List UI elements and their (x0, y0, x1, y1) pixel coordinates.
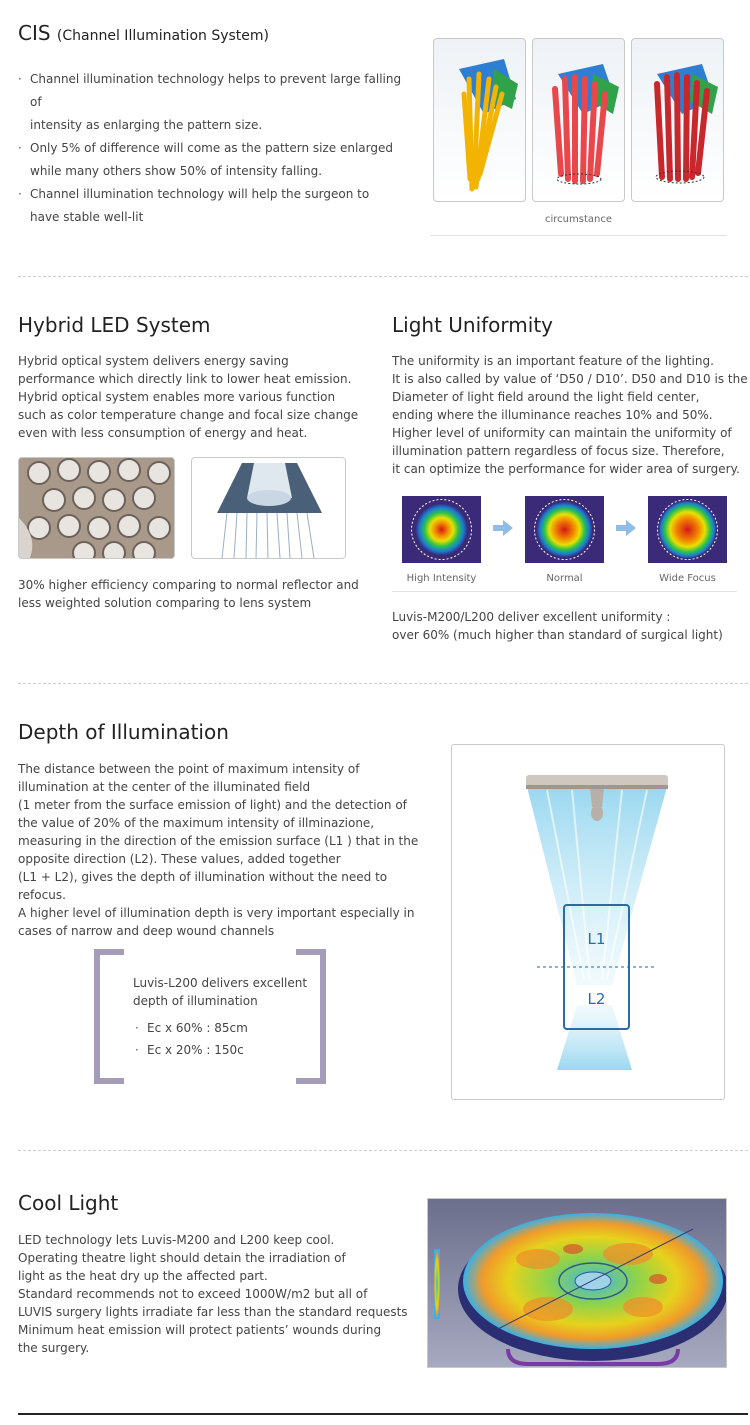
cool-section (0, 1151, 750, 1411)
hybrid-title: Hybrid LED System (18, 313, 211, 337)
depth-section (0, 684, 750, 1146)
cis-bullet: · Channel illumination technology helps to prevent large falling of intensity as enlarging the pattern size. (18, 68, 413, 137)
uniformity-pattern-high (402, 496, 481, 563)
hybrid-section (0, 277, 370, 682)
uniformity-title: Light Uniformity (392, 313, 554, 337)
uniformity-label-wide: Wide Focus (659, 573, 716, 584)
uniformity-pattern-normal (525, 496, 604, 563)
uniformity-caption-line (392, 591, 737, 592)
cis-illustration-yellow (433, 38, 526, 202)
cool-title: Cool Light (18, 1191, 119, 1215)
depth-value-item: · Ec x 20% : 150c (135, 1039, 310, 1061)
depth-values (135, 1017, 310, 1061)
depth-bracket-left (94, 949, 124, 1084)
hybrid-reflector-diagram (191, 457, 346, 559)
arrow-right-icon (493, 520, 513, 536)
uniformity-pattern-wide (648, 496, 727, 563)
cis-title (18, 20, 269, 49)
cis-illustration-red-wide (631, 38, 724, 202)
depth-body: The distance between the point of maximum intensity of illumination at the center of the illuminated field (1 meter from the surface emission of light) and the detection of the value of 20% of the maximum intensity of illminazione, measuring in the direction of the emission surface (L1 ) that in the opposite direction (L2). These values, added together (L1 + L2), gives the depth of illumination without the need to refocus. A higher level of illumination depth is very important especially in cases of narrow and deep wound channels (18, 762, 419, 938)
cool-thermal-image (427, 1198, 727, 1368)
hybrid-note: 30% higher efficiency comparing to normal reflector and less weighted solution comparing to lens system (18, 578, 359, 610)
cool-body: LED technology lets Luvis-M200 and L200 keep cool. Operating theatre light should detain the irradiation of light as the heat dry up the affected part. Standard recommends not to exceed 1000W/m2 but all of LUVIS surgery lights irradiate far less than the standard requests Minimum heat emission will protect patients’ wounds during the surgery. (18, 1233, 408, 1355)
cis-title-main: CIS (18, 21, 51, 45)
cis-caption: circumstance (545, 214, 612, 225)
cis-bullets (18, 68, 413, 229)
depth-title: Depth of Illumination (18, 720, 229, 744)
cis-bullet: · Only 5% of difference will come as the pattern size enlarged while many others show 50% of intensity falling. (18, 137, 413, 183)
footer-line (18, 1413, 748, 1415)
hybrid-led-photo (18, 457, 175, 559)
depth-range-box (563, 904, 630, 1030)
cis-bullet: · Channel illumination technology will help the surgeon to have stable well-lit (18, 183, 413, 229)
depth-l1-label: L1 (587, 930, 606, 948)
uniformity-body: The uniformity is an important feature of the lighting. It is also called by value of ‘D50 / D10’. D50 and D10 is the Diameter of light field around the light field center, ending where the illuminance reaches 10% and 50%. Higher level of uniformity can maintain the uniformity of illumination pattern regardless of focus size. Therefore, it can optimize the performance for wider area of surgery. (392, 354, 748, 476)
depth-highlight: Luvis-L200 delivers excellent depth of illumination (133, 976, 308, 1008)
cis-section (0, 0, 750, 275)
depth-value-item: · Ec x 60% : 85cm (135, 1017, 310, 1039)
uniformity-note: Luvis-M200/L200 deliver excellent uniformity : over 60% (much higher than standard of surgical light) (392, 610, 723, 642)
cis-title-sub: (Channel Illumination System) (56, 28, 270, 44)
uniformity-label-normal: Normal (546, 573, 583, 584)
arrow-right-icon (616, 520, 636, 536)
depth-l2-label: L2 (587, 990, 606, 1008)
uniformity-label-high: High Intensity (406, 573, 477, 584)
uniformity-section (380, 277, 750, 682)
hybrid-body: Hybrid optical system delivers energy saving performance which directly link to lower heat emission. Hybrid optical system enables more various function such as color temperature change and focal size change even with less consumption of energy and heat. (18, 354, 359, 440)
depth-diagram (451, 744, 725, 1100)
cis-illustration-red-narrow (532, 38, 625, 202)
cis-caption-line (430, 235, 727, 236)
